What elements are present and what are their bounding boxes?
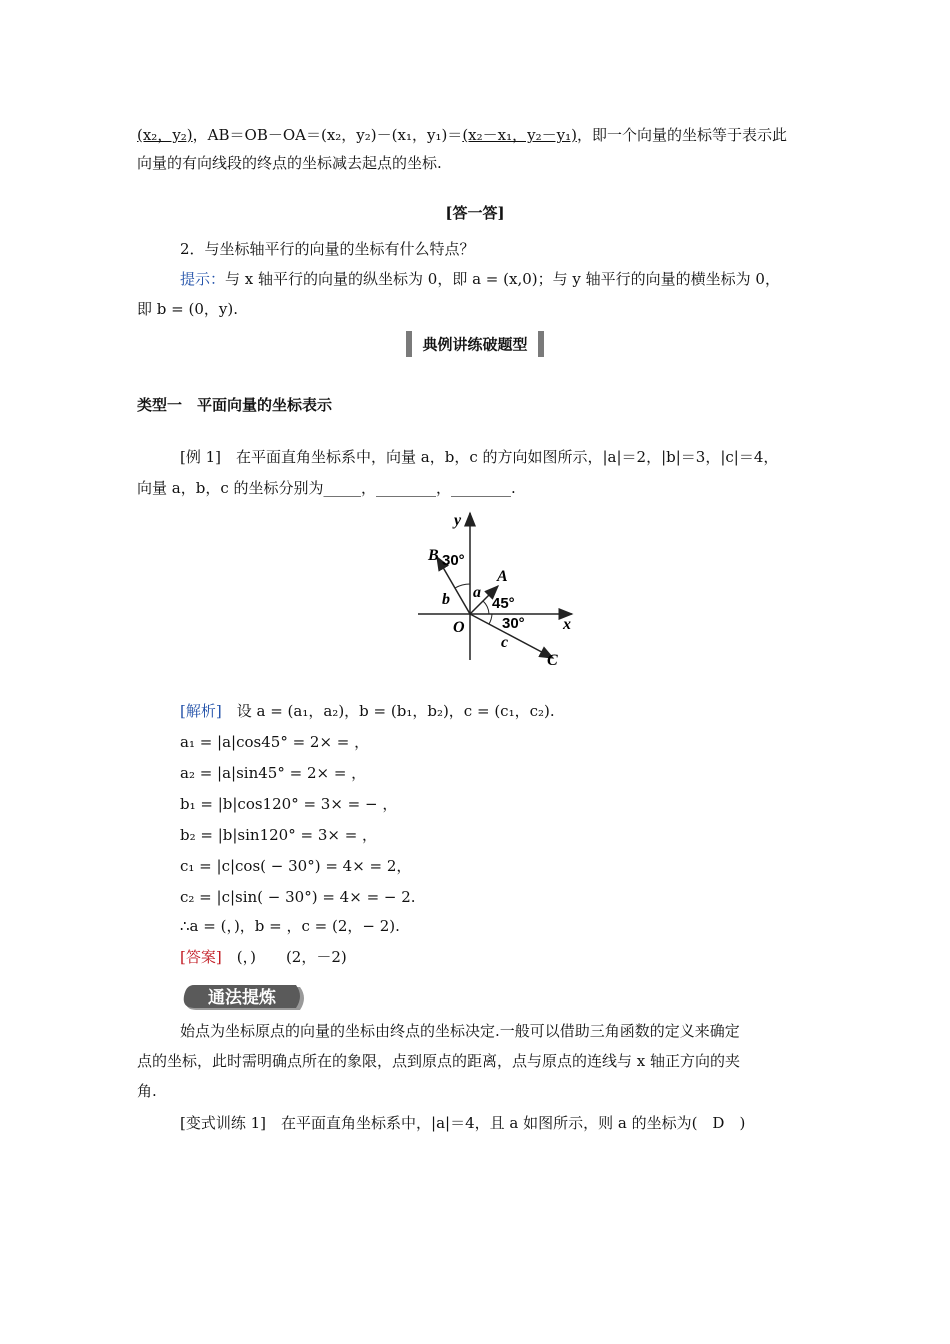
intro-underline-1: (x₂，y₂) (137, 126, 193, 144)
solution-step-2: a₂ = |a|sin45° = 2× = ， (180, 764, 367, 782)
banner-title: 典例讲练破题型 (422, 335, 528, 354)
hint-label: 提示： (180, 270, 226, 288)
qa-hint-cont: 即 b = (0，y). (137, 300, 238, 318)
badge-text: 通法提炼 (208, 988, 276, 1008)
banner-bar-left (406, 331, 412, 357)
solution-label: [解析] (180, 702, 222, 720)
answer-line (180, 946, 347, 968)
section-banner (0, 331, 950, 357)
arc-c (489, 614, 492, 624)
solution-step-1: a₁ = |a|cos45° = 2× = ， (180, 733, 370, 751)
solution-step-4: b₂ = |b|sin120° = 3× = ， (180, 826, 378, 844)
solution-intro-text: 设 a = (a₁，a₂)，b = (b₁，b₂)，c = (c₁，c₂). (236, 702, 555, 720)
qa-hint (180, 268, 780, 290)
qa-heading: [答一答] (445, 204, 505, 222)
origin-label: O (453, 619, 465, 636)
section-title: 类型一 平面向量的坐标表示 (137, 396, 333, 414)
angle-C-label: 30° (502, 615, 525, 632)
vector-c-label: c (501, 634, 509, 651)
solution-step-6: c₂ = |c|sin( − 30°) = 4× = − 2. (180, 888, 416, 906)
banner-bar-right (538, 331, 544, 357)
method-line-3: 角. (137, 1082, 157, 1100)
solution-step-3: b₁ = |b|cos120° = 3× = − ， (180, 795, 398, 813)
method-line-2: 点的坐标，此时需明确点所在的象限，点到原点的距离，点与原点的连线与 x 轴正方向的夹 (137, 1052, 740, 1070)
arc-b (455, 584, 470, 588)
angle-A-label: 45° (492, 595, 515, 612)
point-A-label: A (497, 568, 508, 585)
point-B-label: B (428, 547, 439, 564)
exercise-line: [变式训练 1] 在平面直角坐标系中，|a|＝4，且 a 如图所示，则 a 的坐标为( D ) (180, 1114, 746, 1132)
x-label: x (563, 616, 571, 633)
angle-B-label: 30° (442, 552, 465, 569)
intro-line-2: 向量的有向线段的终点的坐标减去起点的坐标. (137, 154, 442, 172)
answer-text: (，) (2，－2) (236, 948, 347, 966)
intro-line-1 (137, 124, 787, 146)
point-C-label: C (547, 652, 558, 669)
example-line-1: [例 1] 在平面直角坐标系中，向量 a，b，c 的方向如图所示，|a|＝2，|b|＝3，|c|＝4， (180, 448, 779, 466)
intro-underline-2: (x₂－x₁，y₂－y₁) (462, 126, 577, 144)
method-line-1: 始点为坐标原点的向量的坐标由终点的坐标决定.一般可以借助三角函数的定义来确定 (180, 1022, 740, 1040)
solution-intro (180, 700, 555, 722)
method-badge (182, 983, 308, 1013)
vector-figure (410, 505, 590, 675)
intro-text-2: ，即一个向量的坐标等于表示此 (576, 126, 787, 144)
intro-text-1: ，AB＝OB－OA＝(x₂，y₂)－(x₁，y₁)＝ (192, 126, 463, 144)
qa-question: 2．与坐标轴平行的向量的坐标有什么特点？ (180, 240, 475, 258)
solution-step-5: c₁ = |c|cos( − 30°) = 4× = 2， (180, 857, 412, 875)
vector-a-label: a (473, 584, 481, 601)
answer-label: [答案] (180, 948, 222, 966)
example-line-2: 向量 a，b，c 的坐标分别为_____，________，________. (137, 479, 516, 497)
y-label: y (454, 512, 462, 529)
solution-conclusion: ∴a = (，)，b = ，c = (2，− 2). (180, 917, 400, 935)
hint-text: 与 x 轴平行的向量的纵坐标为 0，即 a = (x,0)；与 y 轴平行的向量的横坐标为 0， (225, 270, 780, 288)
arc-a (483, 601, 489, 614)
vector-b-label: b (442, 591, 450, 608)
